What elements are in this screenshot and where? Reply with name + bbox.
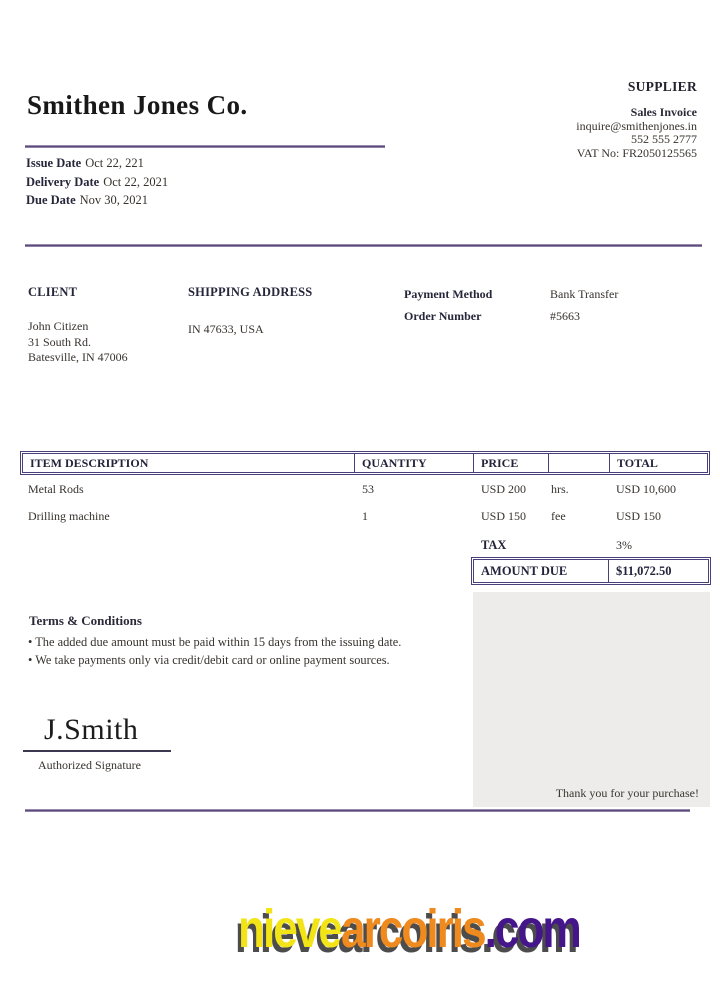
client-name: John Citizen <box>28 319 89 333</box>
footer-divider <box>25 809 690 812</box>
watermark-site-text <box>238 898 580 960</box>
terms-list <box>28 633 401 669</box>
terms-heading: Terms & Conditions <box>29 613 142 628</box>
order-number-label: Order Number <box>404 309 482 323</box>
col-header-unit <box>548 454 609 472</box>
item-quantity: 53 <box>362 481 374 496</box>
signature-label: Authorized Signature <box>38 758 141 772</box>
document-type: Sales Invoice <box>630 105 697 119</box>
item-unit: fee <box>551 508 566 523</box>
side-panel <box>473 592 710 807</box>
client-heading: CLIENT <box>28 285 78 299</box>
header-divider <box>25 145 385 148</box>
delivery-date-value: Oct 22, 2021 <box>103 174 169 189</box>
issue-date-line <box>26 154 168 173</box>
dates-block <box>26 154 168 210</box>
client-address <box>28 319 128 366</box>
item-price: USD 200 <box>481 481 527 496</box>
supplier-phone: 552 555 2777 <box>631 132 697 147</box>
col-header-price: PRICE <box>473 454 548 472</box>
supplier-vat: VAT No: FR2050125565 <box>576 145 697 160</box>
payment-method-value: Bank Transfer <box>550 287 619 301</box>
client-street: 31 South Rd. <box>28 334 92 349</box>
watermark-part-nieve: nieve <box>238 899 341 959</box>
due-date-value: Nov 30, 2021 <box>79 193 149 208</box>
amount-due-box <box>471 557 711 585</box>
due-date-label: Due Date <box>26 193 76 208</box>
terms-bullet: • The added due amount must be paid within 15 days from the issuing date. <box>28 635 402 649</box>
items-table-header <box>20 451 710 475</box>
tax-value: 3% <box>616 538 632 552</box>
shipping-heading: SHIPPING ADDRESS <box>188 285 313 299</box>
item-total: USD 150 <box>616 508 662 523</box>
col-header-total: TOTAL <box>609 454 707 472</box>
payment-method-label: Payment Method <box>404 287 493 301</box>
order-number-value: #5663 <box>550 309 580 323</box>
item-quantity: 1 <box>362 508 368 523</box>
terms-bullet: • We take payments only via credit/debit card or online payment sources. <box>28 653 390 668</box>
signature-line <box>23 750 171 752</box>
table-row <box>20 507 710 525</box>
signature-name: J.Smith <box>44 713 139 746</box>
col-header-description: ITEM DESCRIPTION <box>30 455 149 470</box>
item-total: USD 10,600 <box>616 481 677 496</box>
item-description: Drilling machine <box>28 508 110 523</box>
supplier-block <box>576 79 697 160</box>
shipping-address-value: IN 47633, USA <box>188 322 264 336</box>
company-name: Smithen Jones Co. <box>27 90 248 120</box>
issue-date-value: Oct 22, 221 <box>85 156 144 170</box>
item-unit: hrs. <box>551 481 569 496</box>
tax-label: TAX <box>481 538 507 552</box>
amount-due-label: AMOUNT DUE <box>481 563 568 578</box>
item-description: Metal Rods <box>28 481 84 496</box>
watermark-part-arcoiris: arcoiris <box>340 899 485 959</box>
amount-due-value: $11,072.50 <box>608 560 708 582</box>
delivery-date-line <box>26 173 168 192</box>
watermark-part-com: .com <box>484 899 580 959</box>
delivery-date-label: Delivery Date <box>26 174 100 189</box>
item-price: USD 150 <box>481 508 527 523</box>
thank-you-note: Thank you for your purchase! <box>555 786 699 800</box>
supplier-email: inquire@smithenjones.in <box>576 118 697 133</box>
section-divider <box>25 244 702 247</box>
issue-date-label: Issue Date <box>26 156 82 170</box>
client-city: Batesville, IN 47006 <box>28 350 128 365</box>
table-row <box>20 480 710 498</box>
supplier-details <box>576 106 697 160</box>
col-header-quantity: QUANTITY <box>354 454 473 472</box>
supplier-heading: SUPPLIER <box>627 79 697 94</box>
due-date-line <box>26 191 168 210</box>
